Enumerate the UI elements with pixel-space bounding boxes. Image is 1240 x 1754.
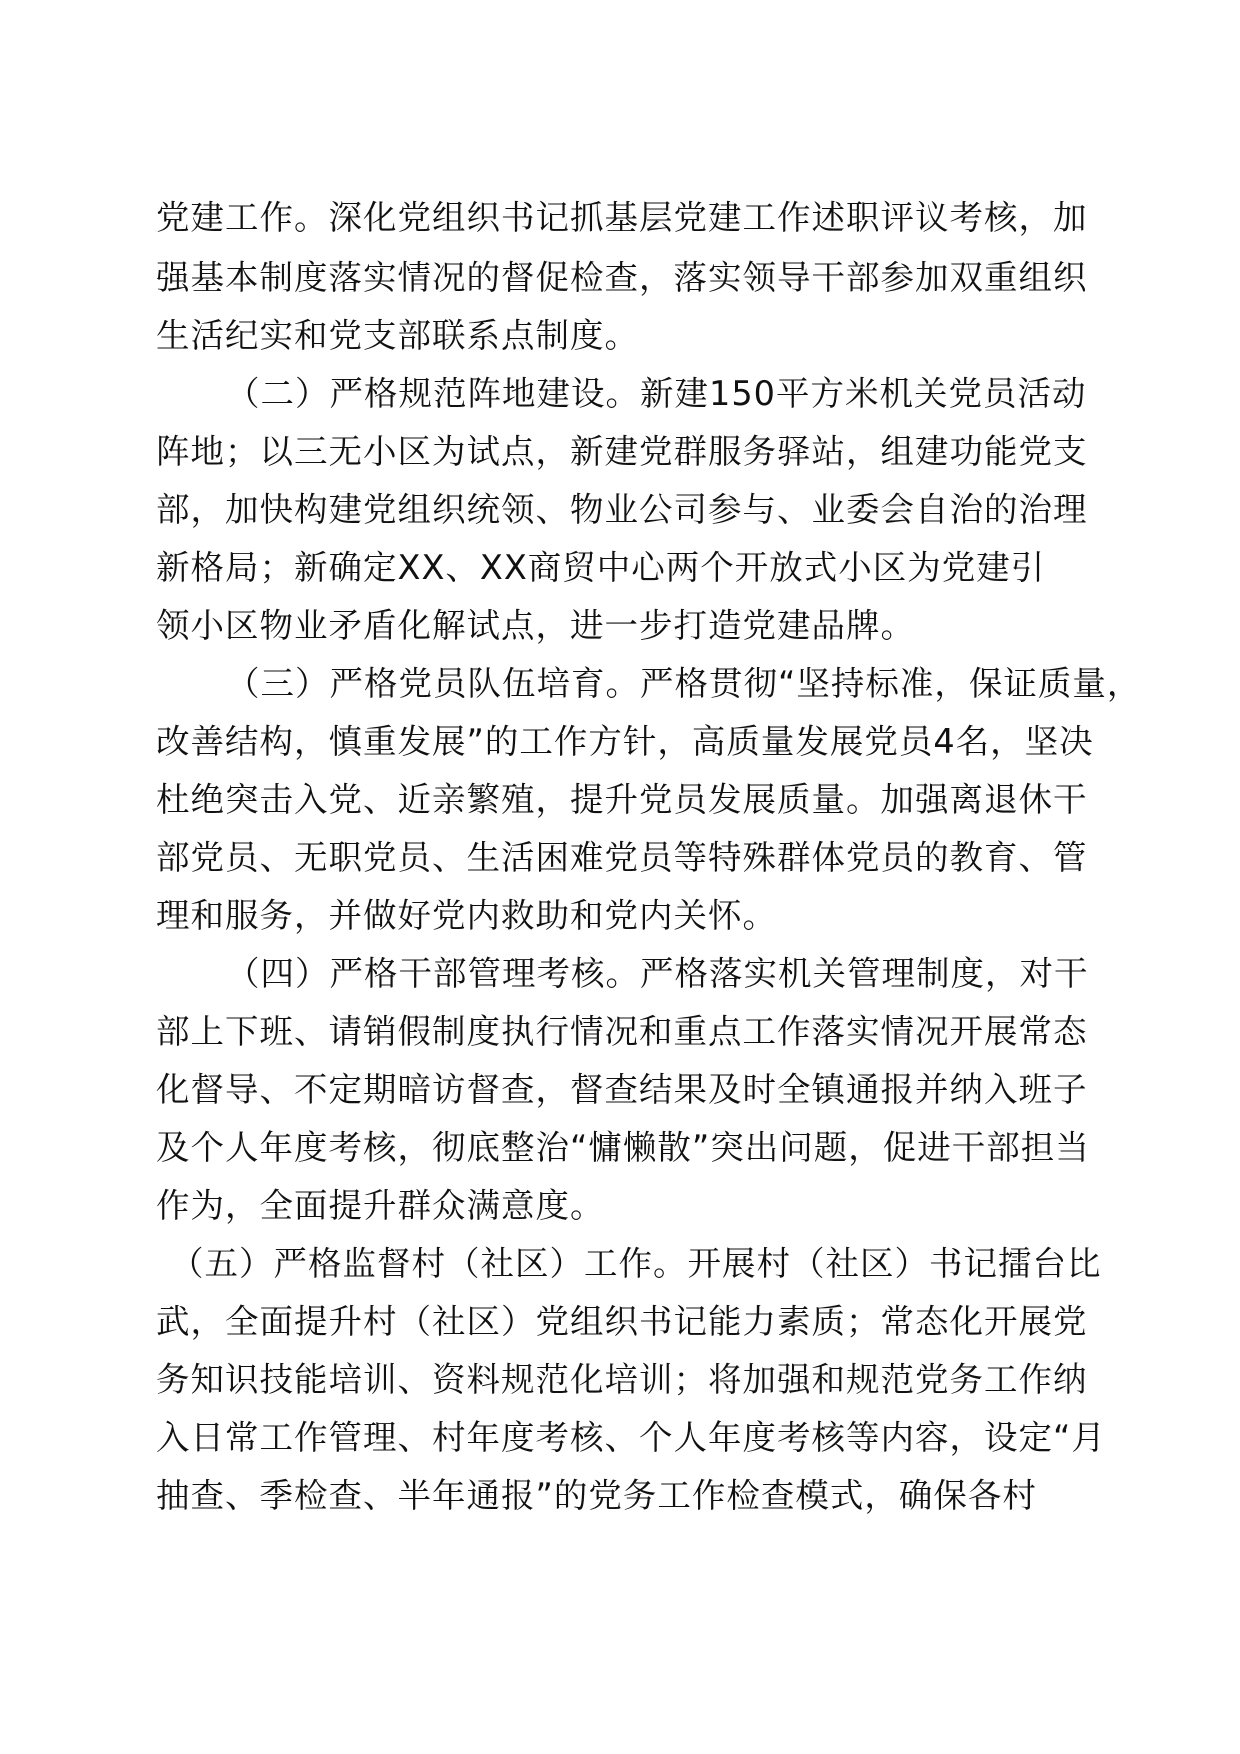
body-line-13: 理和服务，并做好党内救助和党内关怀。 [156, 896, 777, 935]
body-line-5: 阵地；以三无小区为试点，新建党群服务驿站，组建功能党支 [156, 432, 1088, 471]
body-line-23: 抽查、季检查、半年通报”的党务工作检查模式，确保各村 [156, 1476, 1037, 1515]
body-line-15: 部上下班、请销假制度执行情况和重点工作落实情况开展常态 [156, 1012, 1088, 1051]
body-line-17: 及个人年度考核，彻底整治“慵懒散”突出问题，促进干部担当 [156, 1128, 1090, 1167]
body-line-12: 部党员、无职党员、生活困难党员等特殊群体党员的教育、管 [156, 838, 1088, 877]
body-line-10: 改善结构，慎重发展”的工作方针，高质量发展党员4名，坚决 [156, 722, 1094, 761]
body-line-20: 武，全面提升村（社区）党组织书记能力素质；常态化开展党 [156, 1302, 1088, 1341]
body-line-3: 生活纪实和党支部联系点制度。 [156, 316, 639, 355]
section-3-heading-line: （三）严格党员队伍培育。严格贯彻“坚持标准，保证质量， [226, 664, 1142, 703]
body-line-1: 党建工作。深化党组织书记抓基层党建工作述职评议考核，加 [156, 198, 1088, 237]
body-line-21: 务知识技能培训、资料规范化培训；将加强和规范党务工作纳 [156, 1360, 1088, 1399]
section-5-heading-line: （五）严格监督村（社区）工作。开展村（社区）书记擂台比 [170, 1244, 1102, 1283]
body-line-2: 强基本制度落实情况的督促检查，落实领导干部参加双重组织 [156, 258, 1088, 297]
body-line-11: 杜绝突击入党、近亲繁殖，提升党员发展质量。加强离退休干 [156, 780, 1088, 819]
body-line-18: 作为，全面提升群众满意度。 [156, 1186, 605, 1225]
body-line-7: 新格局；新确定XX、XX商贸中心两个开放式小区为党建引 [156, 548, 1046, 587]
body-line-22: 入日常工作管理、村年度考核、个人年度考核等内容，设定“月 [156, 1418, 1106, 1457]
body-line-16: 化督导、不定期暗访督查，督查结果及时全镇通报并纳入班子 [156, 1070, 1088, 1109]
body-line-8: 领小区物业矛盾化解试点，进一步打造党建品牌。 [156, 606, 915, 645]
section-2-heading-line: （二）严格规范阵地建设。新建150平方米机关党员活动 [226, 374, 1087, 413]
body-line-6: 部，加快构建党组织统领、物业公司参与、业委会自治的治理 [156, 490, 1088, 529]
section-4-heading-line: （四）严格干部管理考核。严格落实机关管理制度，对干 [226, 954, 1089, 993]
